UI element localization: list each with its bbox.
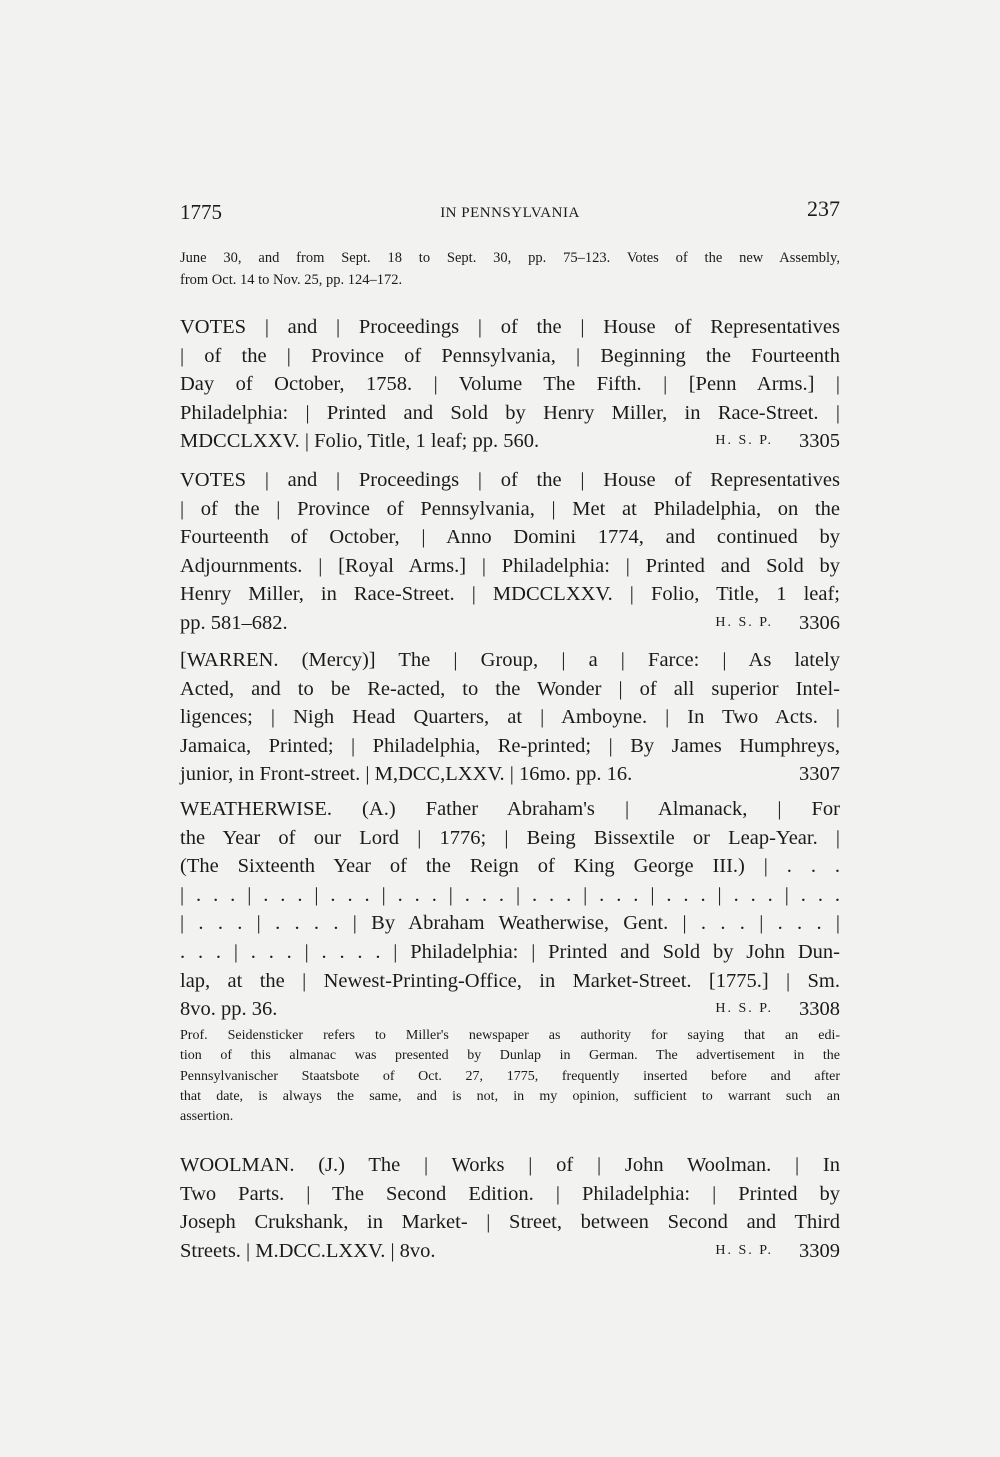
text-line: Acted, and to be Re-acted, to the Wonder | of all superior Intel- <box>180 677 840 700</box>
text-line: pp. 581–682. <box>180 611 288 634</box>
entry-number: 3307 <box>799 763 840 786</box>
text-line: that date, is always the same, and is not, in my opinion, sufficient to warrant such an <box>180 1088 840 1104</box>
entry-3306 <box>180 466 840 638</box>
header-year: 1775 <box>180 200 222 224</box>
text-line: . . . | . . . | . . . . | Philadelphia: | Printed and Sold by John Dun- <box>180 940 840 963</box>
entry-number: 3306 <box>799 611 840 634</box>
text-line: | of the | Province of Pennsylvania, | Met at Philadelphia, on the <box>180 497 840 520</box>
text-line: Adjournments. | [Royal Arms.] | Philadelphia: | Printed and Sold by <box>180 554 840 577</box>
location-mark: H. S. P. <box>715 614 773 630</box>
entry-number: 3309 <box>799 1239 840 1262</box>
text-line-final <box>180 1237 840 1266</box>
header-title: IN PENNSYLVANIA <box>440 205 580 221</box>
text-line: VOTES | and | Proceedings | of the | House of Representatives <box>180 469 840 491</box>
text-line: | . . . | . . . . | By Abraham Weatherwise, Gent. | . . . | . . . | <box>180 912 840 935</box>
text-line: VOTES | and | Proceedings | of the | House of Representatives <box>180 316 840 338</box>
text-line-final <box>180 427 840 456</box>
text-line: assertion. <box>180 1109 234 1125</box>
entry-number: 3308 <box>799 998 840 1021</box>
note-paragraph <box>180 1026 840 1127</box>
text-line: tion of this almanac was presented by Dunlap in German. The advertisement in the <box>180 1048 840 1064</box>
text-line: from Oct. 14 to Nov. 25, pp. 124–172. <box>180 272 403 288</box>
text-line-final <box>180 609 840 638</box>
text-line: MDCCLXXV. | Folio, Title, 1 leaf; pp. 560. <box>180 430 540 453</box>
location-mark: H. S. P. <box>715 433 773 449</box>
text-line: Prof. Seidensticker refers to Miller's newspaper as authority for saying that an edi- <box>180 1028 840 1043</box>
text-line-final <box>180 760 840 789</box>
text-line: lap, at the | Newest-Printing-Office, in Market-Street. [1775.] | Sm. <box>180 969 840 992</box>
text-line: Streets. | M.DCC.LXXV. | 8vo. <box>180 1239 436 1262</box>
running-header <box>180 196 840 232</box>
text-line: | . . . | . . . | . . . | . . . | . . . | . . . | . . . | . . . | . . . | . . . <box>180 883 840 906</box>
text-line: Two Parts. | The Second Edition. | Philadelphia: | Printed by <box>180 1182 840 1205</box>
text-line: Henry Miller, in Race-Street. | MDCCLXXV. | Folio, Title, 1 leaf; <box>180 583 840 606</box>
text-line: June 30, and from Sept. 18 to Sept. 30, pp. 75–123. Votes of the new Assembly, <box>180 250 840 266</box>
text-line: [WARREN. (Mercy)] The | Group, | a | Farce: | As lately <box>180 649 840 671</box>
text-line: junior, in Front-street. | M,DCC,LXXV. | 16mo. pp. 16. <box>180 763 633 786</box>
text-line: Fourteenth of October, | Anno Domini 1774, and continued by <box>180 526 840 549</box>
text-line: WOOLMAN. (J.) The | Works | of | John Woolman. | In <box>180 1154 840 1176</box>
entry-3308 <box>180 795 840 1024</box>
text-line: Jamaica, Printed; | Philadelphia, Re-printed; | By James Humphreys, <box>180 734 840 757</box>
entry-3307 <box>180 646 840 789</box>
entry-3309 <box>180 1151 840 1265</box>
text-line: Pennsylvanischer Staatsbote of Oct. 27, 1775, frequently inserted before and after <box>180 1068 840 1084</box>
text-line: Philadelphia: | Printed and Sold by Henry Miller, in Race-Street. | <box>180 401 840 424</box>
continuation-paragraph <box>180 247 840 291</box>
text-line: 8vo. pp. 36. <box>180 998 278 1021</box>
location-mark: H. S. P. <box>715 1001 773 1017</box>
text-line: WEATHERWISE. (A.) Father Abraham's | Almanack, | For <box>180 798 840 820</box>
entry-3305 <box>180 313 840 456</box>
text-line: (The Sixteenth Year of the Reign of King George III.) | . . . <box>180 855 840 878</box>
page-number: 237 <box>807 196 840 221</box>
entry-number: 3305 <box>799 430 840 453</box>
text-line: Joseph Crukshank, in Market- | Street, between Second and Third <box>180 1211 840 1234</box>
text-line: ligences; | Nigh Head Quarters, at | Amboyne. | In Two Acts. | <box>180 706 840 729</box>
text-line: | of the | Province of Pennsylvania, | Beginning the Fourteenth <box>180 344 840 367</box>
text-line-final <box>180 995 840 1024</box>
location-mark: H. S. P. <box>715 1242 773 1258</box>
text-line: the Year of our Lord | 1776; | Being Bissextile or Leap-Year. | <box>180 826 840 849</box>
text-line: Day of October, 1758. | Volume The Fifth. | [Penn Arms.] | <box>180 373 840 396</box>
